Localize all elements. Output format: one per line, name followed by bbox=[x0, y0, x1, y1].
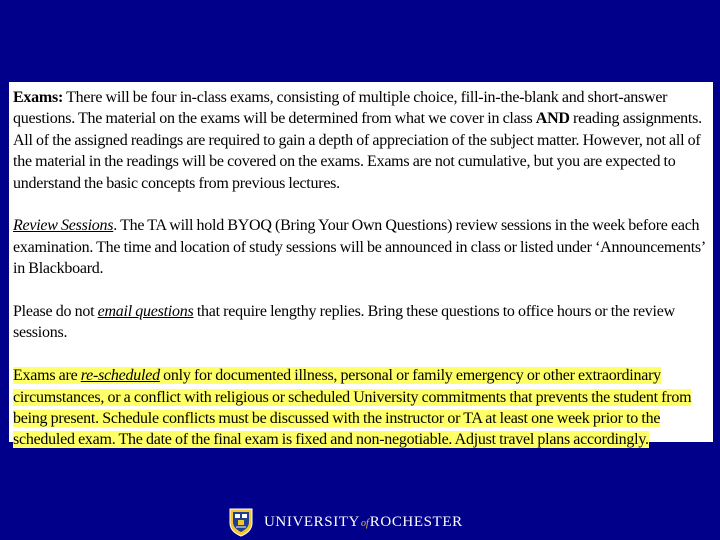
university-wordmark bbox=[264, 514, 463, 531]
exams-text-part1: There will be four in-class exams, consisting of multiple choice, fill-in-the-blank and short-answer questions. The material on the exams will be determined from what we cover in class bbox=[13, 89, 668, 128]
rescheduling-text-part2: only for documented illness, personal or family emergency or other extraordinary circumstances, or a conflict with religious or scheduled University commitments that prevents the student from being present. Schedule conflicts must be discussed with the instructor or TA at least one week prior to the scheduled exam. The date of the final exam is fixed and non-negotiable. Adjust travel plans accordingly. bbox=[13, 367, 692, 449]
university-seal-icon bbox=[228, 507, 254, 537]
rescheduling-paragraph bbox=[13, 365, 707, 451]
syllabus-excerpt-panel bbox=[9, 82, 713, 449]
review-sessions-paragraph bbox=[13, 215, 707, 279]
exams-text-part2: reading assignments. All of the assigned readings are required to gain a depth of appreciation of the subject matter. However, not all of the material in the readings will be covered on the exams. Exams are not cumulative, but you are expected to understand the basic concepts from previous lectures. bbox=[13, 110, 702, 192]
email-text-part1: Please do not bbox=[13, 303, 98, 321]
rescheduling-text-part1: Exams are bbox=[13, 367, 81, 385]
exams-bold-and: AND bbox=[535, 110, 570, 128]
wordmark-rochester: ROCHESTER bbox=[369, 513, 463, 530]
exams-paragraph bbox=[13, 87, 707, 194]
rescheduled-emphasis: re-scheduled bbox=[80, 367, 160, 385]
email-text-part2: that require lengthy replies. Bring these questions to office hours or the review sessions. bbox=[13, 303, 675, 342]
university-logo bbox=[228, 506, 463, 538]
email-questions-paragraph bbox=[13, 301, 707, 344]
rescheduling-highlight bbox=[13, 367, 691, 448]
email-questions-link[interactable]: email questions bbox=[97, 303, 194, 321]
review-sessions-text: . The TA will hold BYOQ (Bring Your Own Questions) review sessions in the week before each examination. The time and location of study sessions will be announced in class or listed under ‘Announcements’ in Blackboard. bbox=[13, 217, 705, 278]
exams-heading: Exams: bbox=[13, 89, 64, 106]
wordmark-of: of bbox=[361, 517, 369, 529]
wordmark-university: UNIVERSITY bbox=[264, 513, 360, 530]
review-sessions-heading: Review Sessions bbox=[13, 217, 114, 235]
